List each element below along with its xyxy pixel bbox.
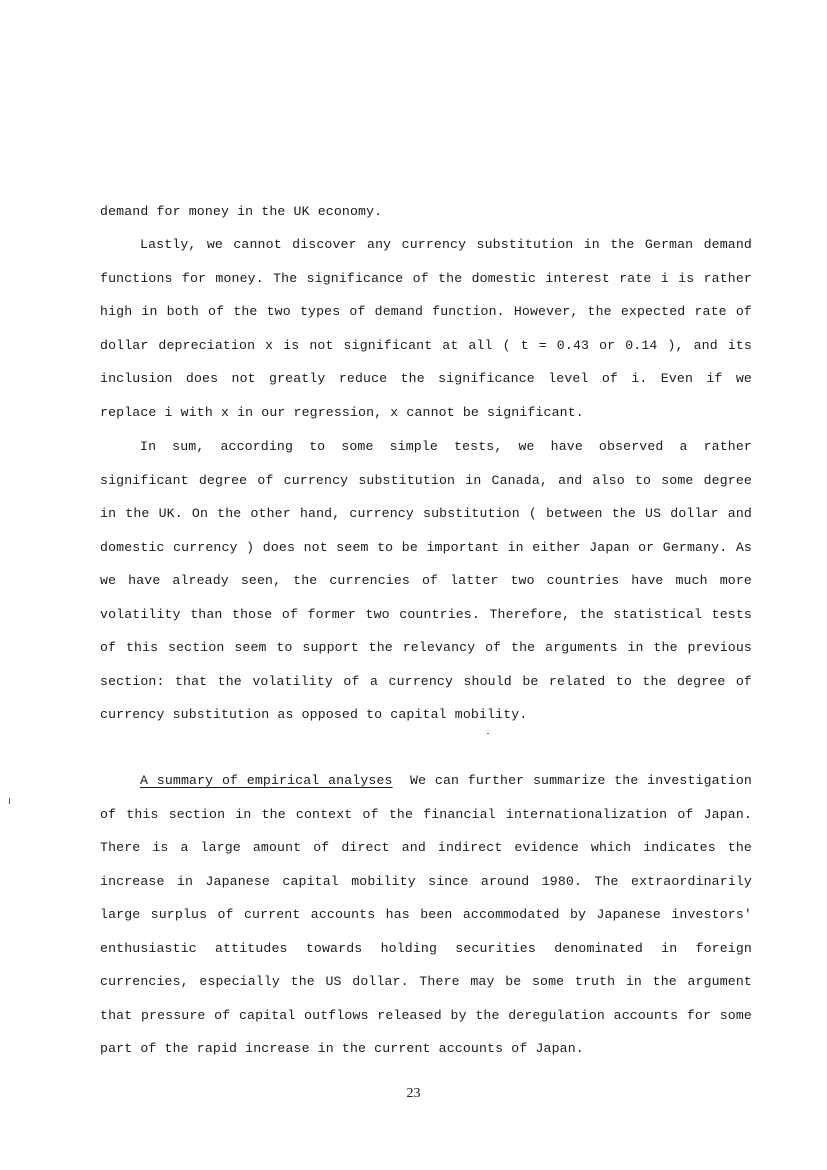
paragraph-summary bbox=[100, 764, 752, 1066]
page-number: 23 bbox=[406, 1086, 421, 1101]
paragraph-text: demand for money in the UK economy. bbox=[100, 204, 383, 219]
paragraph-continuation bbox=[100, 195, 752, 229]
paragraph-heading: A summary of empirical analyses bbox=[140, 773, 393, 788]
scan-speck bbox=[487, 733, 489, 734]
paragraph-text: In sum, according to some simple tests, we have observed a rather significant degree of currency substitution in Canada, and also to some degree in the UK. On the other hand, currency substitution ( between the US dollar and domestic currency ) does not seem to be important in either Japan or Germany. As we have already seen, the currencies of latter two countries have much more volatility than those of former two countries. Therefore, the statistical tests of this section seem to support the relevancy of the arguments in the previous section: that the volatility of a currency should be related to the degree of currency substitution as opposed to capital mobility. bbox=[100, 439, 752, 722]
paragraph-text: We can further summarize the investigation of this section in the context of the financial internationalization of Japan. There is a large amount of direct and indirect evidence which indicates the increase in Japanese capital mobility since around 1980. The extraordinarily large surplus of current accounts has been accommodated by Japanese investors' enthusiastic attitudes towards holding securities denominated in foreign currencies, especially the US dollar. There may be some truth in the argument that pressure of capital outflows released by the deregulation accounts for some part of the rapid increase in the current accounts of Japan. bbox=[100, 773, 752, 1056]
paragraph-in-sum bbox=[100, 430, 752, 732]
paragraph-germany bbox=[100, 228, 752, 429]
paragraph-text: Lastly, we cannot discover any currency substitution in the German demand functions for money. The significance of the domestic interest rate i is rather high in both of the two types of demand function. However, the expected rate of dollar depreciation x is not significant at all ( t = 0.43 or 0.14 ), and its inclusion does not greatly reduce the significance level of i. Even if we replace i with x in our regression, x cannot be significant. bbox=[100, 237, 752, 420]
scan-speck bbox=[9, 798, 10, 804]
